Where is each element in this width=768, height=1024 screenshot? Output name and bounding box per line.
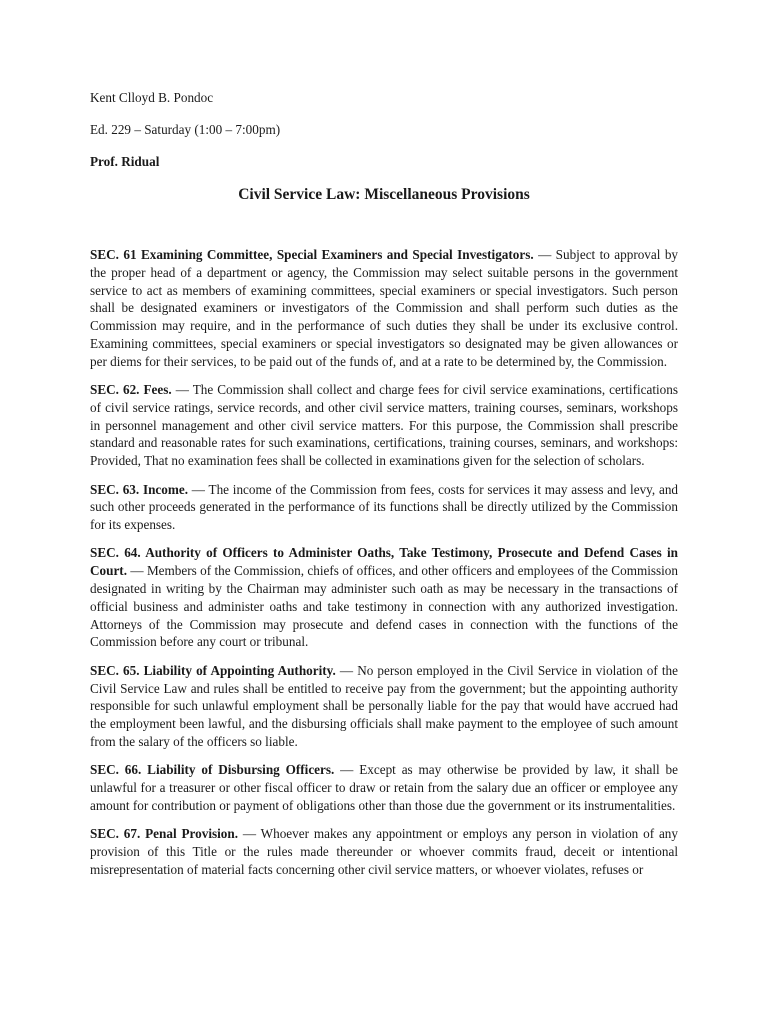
- section-body: — Members of the Commission, chiefs of offices, and other officers and employees of the Commission designated in writing by the Chairman may administer such oath as may be necessary in the transactions of official business and administer oaths and take testimony in connection with any authorized investigation. Attorneys of the Commission may prosecute and defend cases in connection with the functions of the Commission before any court or tribunal.: [90, 563, 678, 650]
- course-info: Ed. 229 – Saturday (1:00 – 7:00pm): [90, 122, 281, 137]
- section-body: — The income of the Commission from fees, costs for services it may assess and levy, and such other proceeds generated in the performance of its functions shall be directly utilized by the Commission for its expenses.: [90, 481, 678, 533]
- section-62: [90, 381, 678, 470]
- section-66: [90, 761, 678, 814]
- section-63: [90, 481, 678, 534]
- professor-name: Prof. Ridual: [90, 154, 160, 169]
- section-heading: SEC. 61 Examining Committee, Special Examiners and Special Investigators.: [90, 247, 534, 262]
- section-body: — Whoever makes any appointment or employs any person in violation of any provision of this Title or the rules made thereunder or whoever commits fraud, deceit or intentional misrepresentation of material facts concerning other civil service matters, or whoever violates, refuses or: [90, 826, 678, 877]
- section-heading: SEC. 65. Liability of Appointing Authority.: [90, 662, 336, 678]
- section-heading: SEC. 66. Liability of Disbursing Officers.: [90, 762, 335, 778]
- section-body: — The Commission shall collect and charge fees for civil service examinations, certifications of civil service ratings, service records, and other civil service matters, training courses, seminars, workshops in personnel management and other civil service matters. For this purpose, the Commission shall prescribe standard and reasonable rates for such examinations, certifications, training courses, seminars, and workshops: Provided, That no examination fees shall be collected in examinations given for the selection of scholars.: [90, 382, 678, 469]
- section-heading: SEC. 63. Income.: [90, 481, 189, 497]
- section-65: [90, 662, 678, 751]
- document-title: Civil Service Law: Miscellaneous Provisions: [238, 186, 530, 203]
- section-67: [90, 825, 678, 878]
- section-body: — No person employed in the Civil Service in violation of the Civil Service Law and rules shall be entitled to receive pay from the government; but the appointing authority responsible for such unlawful employment shall be personally liable for the pay that would have accrued had the employment been lawful, and the disbursing officials shall make payment to the employee of such amount from the salary of the officers so liable.: [90, 662, 678, 749]
- section-body: — Except as may otherwise be provided by law, it shall be unlawful for a treasurer or other fiscal officer to draw or retain from the salary due an officer or employee any amount for contribution or payment of obligations other than those due the government or its instrumentalities.: [90, 762, 678, 813]
- section-heading: SEC. 62. Fees.: [90, 382, 172, 398]
- section-heading: SEC. 64. Authority of Officers to Administer Oaths, Take Testimony, Prosecute and Defend Cases in Court.: [90, 545, 678, 579]
- section-61: [90, 246, 678, 371]
- section-body: — Subject to approval by the proper head of a department or agency, the Commission may select suitable persons in the government service to act as members of examining committees, special examiners or special investigators. Such person shall be designated examiners or investigators of the Commission and shall perform such duties as the Commission may require, and in the performance of such duties they shall be under its exclusive control. Examining committees, special examiners or special investigators so designated may be given allowances or per diems for their services, to be paid out of the funds of, and at a rate to be determined by, the Commission.: [90, 247, 678, 369]
- author-name: Kent Clloyd B. Pondoc: [90, 90, 214, 105]
- section-64: [90, 544, 678, 651]
- section-heading: SEC. 67. Penal Provision.: [90, 826, 239, 842]
- document-page: [90, 89, 678, 1024]
